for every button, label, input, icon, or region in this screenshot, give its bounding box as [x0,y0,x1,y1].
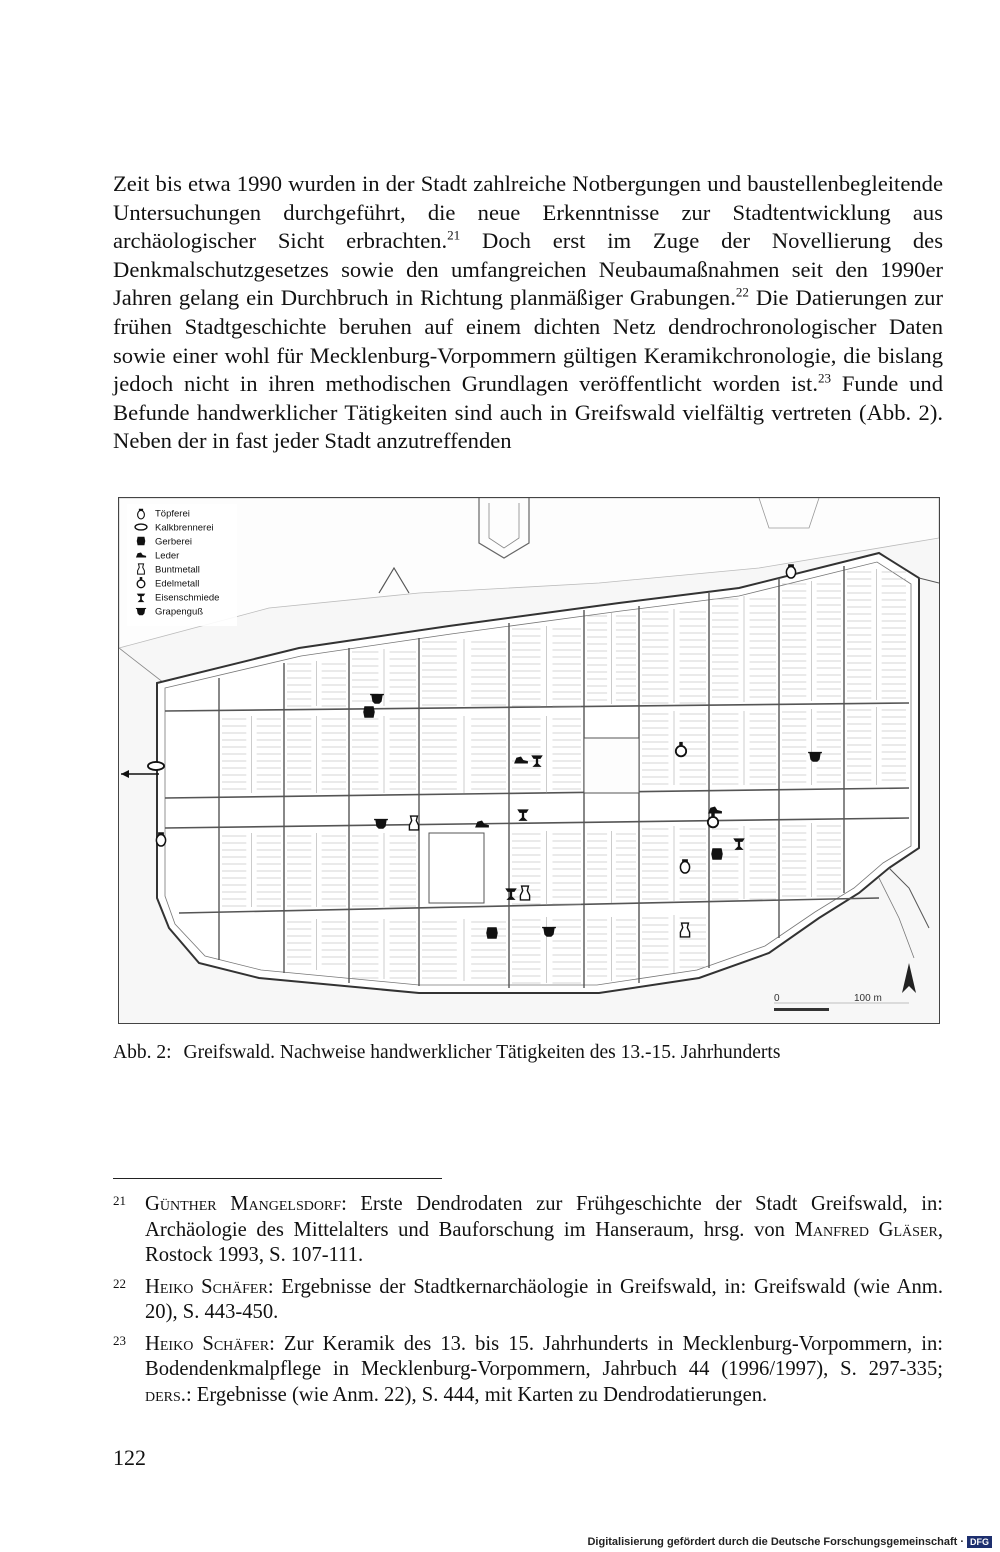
digitization-note [587,1536,992,1548]
caption-label: Abb. 2: [113,1042,172,1063]
footnote-text-end: , Rostock 1993, S. 107-111. [145,1218,943,1266]
legend-label: Grapenguß [155,606,204,618]
footnote-ref-21[interactable]: 21 [447,227,461,243]
footnote-text: : Ergebnisse der Stadtkernarchäologie in Greifswald, in: Greifswald (wie Anm. 20), S. 443-450. [145,1275,943,1323]
footnote-ref-23[interactable]: 23 [817,370,832,386]
footnote-23 [113,1332,943,1409]
dfg-logo: DFG [967,1536,992,1548]
footnote-22 [113,1275,943,1326]
legend-label: Buntmetall [155,564,200,576]
legend-label: Edelmetall [155,578,200,590]
footnote-text: : Erste Dendrodaten zur Frühgeschichte der Stadt Greifswald, in: Archäologie des Mittelalters und Bauforschung im Hanseraum, hrsg. von [145,1193,943,1241]
scale-start-label: 0 [774,993,780,1004]
figure-caption [113,1040,943,1066]
footnote-author: Günther Mangelsdorf [145,1193,342,1215]
footnote-author: Heiko Schäfer [145,1332,270,1355]
body-text-part-2: Doch erst im Zuge der Novellierung des Denkmalschutzgesetzes sowie den umfangreichen Neubaumaßnahmen seit den 1990er Jahren gelang ein Durchbruch in Richtung planmäßiger Grabungen. [113,228,943,311]
hide-icon [486,927,498,939]
kiln-icon [148,762,164,770]
hide-icon [363,706,375,718]
footnote-text-end: : Ergebnisse (wie Anm. 22), S. 444, mit Karten zu Dendrodatierungen. [185,1383,768,1406]
footnotes [113,1192,943,1414]
legend-label: Leder [155,550,180,562]
page-number: 122 [113,1445,146,1470]
metal-vessel-icon [138,564,145,574]
body-paragraph [113,170,943,456]
footnote-text: : Zur Keramik des 13. bis 15. Jahrhunderts in Mecklenburg-Vorpommern, in: Bodendenkmalpflege in Mecklenburg-Vorpommern, Jahrbuch 44 (1996/1997), S. 297-335; [145,1332,943,1380]
footnote-21 [113,1192,943,1269]
footnote-number: 21 [113,1193,126,1208]
metal-vessel-icon [409,816,418,830]
hide-icon [711,848,723,860]
digitization-text: Digitalisierung gefördert durch die Deutsche Forschungsgemeinschaft · [587,1536,964,1548]
metal-vessel-icon [520,886,529,900]
footnote-author: Heiko Schäfer [145,1275,268,1298]
body-text-part-3: Die Datierungen zur frühen Stadtgeschichte beruhen auf einem dichten Netz dendrochronologischer Daten sowie einer wohl für Mecklenburg-Vorpommern gültigen Keramikchronologie, die bislang jedoch nicht in ihren methodischen Grundlagen veröffentlicht worden ist. [113,285,943,397]
caption-text: Greifswald. Nachweise handwerklicher Tätigkeiten des 13.-15. Jahrhunderts [183,1042,781,1063]
greifswald-map-figure [118,497,940,1024]
footnote-editor: Manfred Gläser [794,1218,938,1241]
footnote-number: 22 [113,1275,126,1291]
city-map [119,498,939,1023]
legend-label: Gerberei [155,536,192,548]
footnote-number: 23 [113,1332,126,1348]
footnote-editor: ders. [145,1383,186,1406]
body-text-part-1: Zeit bis etwa 1990 wurden in der Stadt zahlreiche Notbergungen und baustellenbegleitende Untersuchungen durchgeführt, die neue Erkenntnisse zur Stadtentwicklung aus archäologischer Sicht erbrachten. [113,171,943,254]
legend-label: Kalkbrennerei [155,522,214,534]
footnote-separator [113,1178,442,1179]
body-text-part-4: Funde und Befunde handwerklicher Tätigkeiten sind auch in Greifswald vielfältig vertreten (Abb. 2). Neben der in fast jeder Stadt anzutreffenden [113,371,943,454]
kiln-icon [135,524,147,530]
legend-label: Eisenschmiede [155,592,220,604]
footnote-ref-22[interactable]: 22 [735,284,749,300]
map-legend [127,504,237,626]
hide-icon [137,537,146,546]
metal-vessel-icon [680,923,689,937]
scale-end-label: 100 m [854,993,882,1004]
legend-label: Töpferei [155,508,190,520]
